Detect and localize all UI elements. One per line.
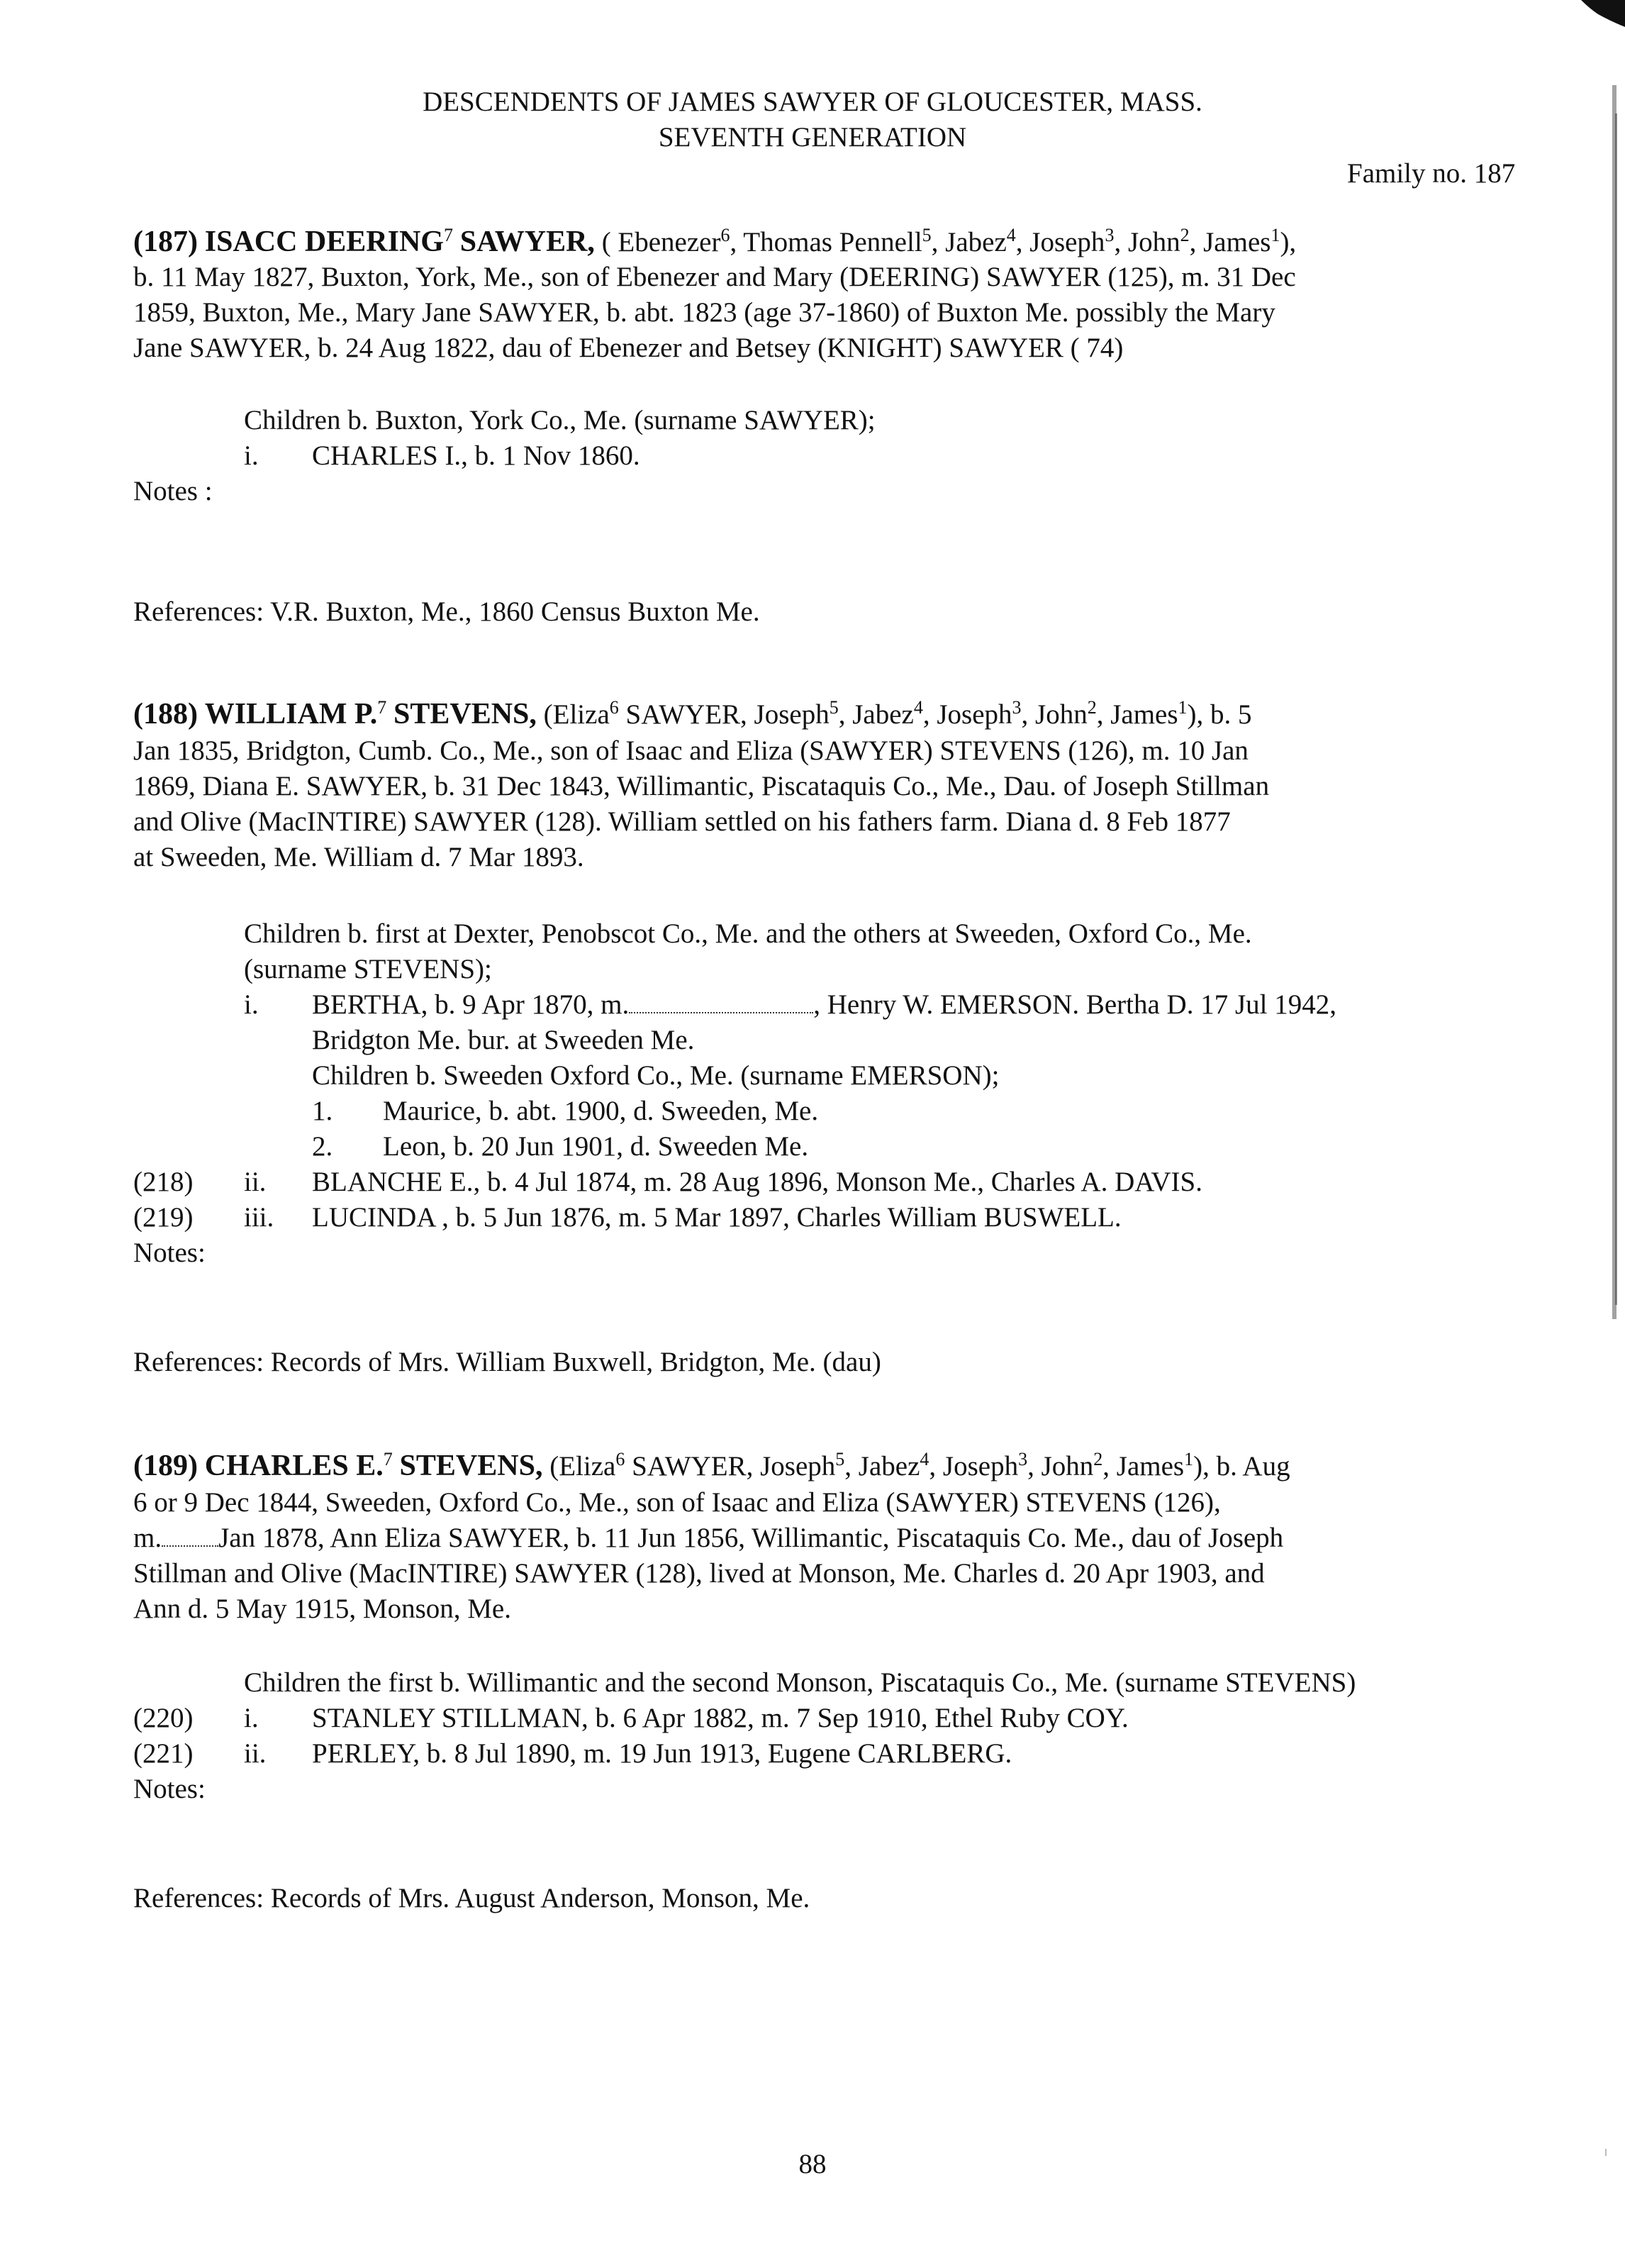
page-number: 88	[798, 2149, 827, 2179]
entry-188-children-surname: (surname STEVENS);	[244, 954, 492, 984]
entry-188-heading	[133, 696, 1573, 733]
child-entry: BERTHA, b. 9 Apr 1870, m. , Henry W. EMERSON. Bertha D. 17 Jul 1942,	[312, 989, 1336, 1020]
person-surname: SAWYER,	[459, 226, 595, 258]
child-entry: LUCINDA , b. 5 Jun 1876, m. 5 Mar 1897, Charles William BUSWELL.	[312, 1202, 1122, 1233]
grandchild-entry: Leon, b. 20 Jun 1901, d. Sweeden Me.	[383, 1131, 809, 1162]
child-entry-continued: Bridgton Me. bur. at Sweeden Me.	[312, 1025, 695, 1055]
entry-number: (187)	[133, 226, 198, 258]
entry-189-heading	[133, 1448, 1573, 1484]
blank-line	[162, 1524, 218, 1547]
person-name: ISACC DEERING	[204, 226, 444, 258]
entry-188-line-3: 1869, Diana E. SAWYER, b. 31 Dec 1843, Willimantic, Piscataquis Co., Me., Dau. of Joseph Stillman	[133, 771, 1270, 801]
child-number: ii.	[244, 1167, 267, 1197]
child-ref-number: (218)	[133, 1167, 194, 1197]
child-entry: STANLEY STILLMAN, b. 6 Apr 1882, m. 7 Sep 1910, Ethel Ruby COY.	[312, 1703, 1129, 1733]
child-ref-number: (220)	[133, 1703, 194, 1733]
entry-189-line-5: Ann d. 5 May 1915, Monson, Me.	[133, 1594, 511, 1624]
person-name: CHARLES E.	[204, 1450, 384, 1482]
child-ref-number: (219)	[133, 1202, 194, 1233]
entry-187-children-intro: Children b. Buxton, York Co., Me. (surname SAWYER);	[244, 405, 876, 435]
entry-189-children-intro: Children the first b. Willimantic and the second Monson, Piscataquis Co., Me. (surname STEVENS)	[244, 1667, 1356, 1698]
grandchild-entry: Maurice, b. abt. 1900, d. Sweeden, Me.	[383, 1096, 819, 1126]
entry-188-line-5: at Sweeden, Me. William d. 7 Mar 1893.	[133, 842, 584, 872]
child-entry: BLANCHE E., b. 4 Jul 1874, m. 28 Aug 1896, Monson Me., Charles A. DAVIS.	[312, 1167, 1202, 1197]
entry-188-children-intro: Children b. first at Dexter, Penobscot Co., Me. and the others at Sweeden, Oxford Co., Me.	[244, 918, 1252, 949]
entry-188-line-4: and Olive (MacINTIRE) SAWYER (128). William settled on his fathers farm. Diana d. 8 Feb 1877	[133, 806, 1231, 837]
ancestry: (Eliza$^6$ SAWYER, Joseph$^5$, Jabez$^4$, Joseph$^3$, John$^2$, James$^1$), b. Aug	[549, 1449, 1290, 1482]
ancestry: (Eliza$^6$ SAWYER, Joseph$^5$, Jabez$^4$, Joseph$^3$, John$^2$, James$^1$), b. 5	[543, 697, 1252, 730]
child-entry: PERLEY, b. 8 Jul 1890, m. 19 Jun 1913, Eugene CARLBERG.	[312, 1738, 1012, 1769]
entry-189-line-4: Stillman and Olive (MacINTIRE) SAWYER (128), lived at Monson, Me. Charles d. 20 Apr 1903, and	[133, 1558, 1265, 1589]
generation-superscript: 7	[443, 225, 453, 245]
entry-187-heading	[133, 224, 1573, 260]
blank-line	[629, 991, 813, 1013]
references: References: Records of Mrs. William Buxwell, Bridgton, Me. (dau)	[133, 1347, 881, 1377]
entry-187-line-4: Jane SAWYER, b. 24 Aug 1822, dau of Ebenezer and Betsey (KNIGHT) SAWYER ( 74)	[133, 333, 1124, 363]
child-number: ii.	[244, 1738, 267, 1769]
notes-label: Notes:	[133, 1774, 206, 1804]
child-ref-number: (221)	[133, 1738, 194, 1769]
grandchildren-intro: Children b. Sweeden Oxford Co., Me. (surname EMERSON);	[312, 1060, 1000, 1091]
entry-189-line-2: 6 or 9 Dec 1844, Sweeden, Oxford Co., Me., son of Isaac and Eliza (SAWYER) STEVENS (126),	[133, 1487, 1221, 1518]
page-title: DESCENDENTS OF JAMES SAWYER OF GLOUCESTER, MASS.	[423, 87, 1202, 117]
grandchild-number: 2.	[312, 1131, 333, 1162]
notes-label: Notes:	[133, 1238, 206, 1268]
generation-superscript: 7	[383, 1449, 393, 1469]
entry-187-line-2: b. 11 May 1827, Buxton, York, Me., son of Ebenezer and Mary (DEERING) SAWYER (125), m. 31 Dec	[133, 262, 1296, 292]
generation-superscript: 7	[377, 697, 387, 718]
entry-188-line-2: Jan 1835, Bridgton, Cumb. Co., Me., son of Isaac and Eliza (SAWYER) STEVENS (126), m. 10 Jan	[133, 735, 1249, 766]
child-entry: CHARLES I., b. 1 Nov 1860.	[312, 440, 640, 471]
references: References: V.R. Buxton, Me., 1860 Census Buxton Me.	[133, 596, 760, 627]
entry-189-line-3: m. Jan 1878, Ann Eliza SAWYER, b. 11 Jun 1856, Willimantic, Piscataquis Co. Me., dau of Joseph	[133, 1523, 1284, 1553]
entry-number: (188)	[133, 698, 198, 730]
child-number: i.	[244, 1703, 259, 1733]
entry-number: (189)	[133, 1450, 198, 1482]
entry-187-line-3: 1859, Buxton, Me., Mary Jane SAWYER, b. abt. 1823 (age 37-1860) of Buxton Me. possibly the Mary	[133, 297, 1275, 328]
child-number: i.	[244, 989, 259, 1020]
child-number: iii.	[244, 1202, 274, 1233]
scan-edge-artifact	[1568, 0, 1625, 2268]
child-number: i.	[244, 440, 259, 471]
person-name: WILLIAM P.	[204, 698, 378, 730]
family-number: Family no. 187	[1347, 158, 1516, 189]
generation-subtitle: SEVENTH GENERATION	[658, 122, 967, 152]
grandchild-number: 1.	[312, 1096, 333, 1126]
references: References: Records of Mrs. August Anderson, Monson, Me.	[133, 1883, 810, 1913]
person-surname: STEVENS,	[399, 1450, 543, 1482]
person-surname: STEVENS,	[393, 698, 537, 730]
ancestry: ( Ebenezer$^6$, Thomas Pennell$^5$, Jabez$^4$, Joseph$^3$, John$^2$, James$^1$),	[601, 225, 1297, 257]
notes-label: Notes :	[133, 476, 213, 506]
